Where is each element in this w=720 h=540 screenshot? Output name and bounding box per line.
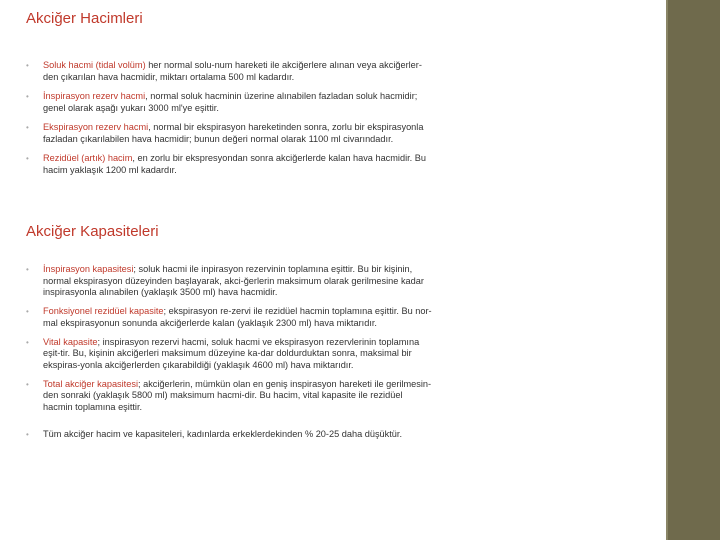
term-description: , normal soluk hacminin üzerine alınabilen fazladan soluk hacmidir; genel olarak aşağı yukarı 3000 ml'ye eşittir. [43,91,418,113]
term-label: Vital kapasite [43,336,98,347]
term-label: Ekspirasyon rezerv hacmi [43,122,149,132]
list-item [26,122,434,145]
term-label: İnspirasyon kapasitesi [43,264,134,274]
term-label: Rezidüel (artık) hacim [43,153,133,163]
list-item [26,337,434,372]
list-item [26,60,434,83]
term-description: Tüm akciğer hacim ve kapasiteleri, kadınlarda erkeklerdekinden % 20-25 daha düşüktür. [43,429,403,439]
term-label: Soluk hacmi (tidal volüm) [43,60,146,70]
term-label: İnspirasyon rezerv hacmi [43,91,146,101]
list-item [26,264,434,299]
lung-volumes-list [26,60,434,184]
list-item [26,429,434,441]
list-item [26,306,434,329]
term-description: , en zorlu bir ekspresyondan sonra akciğerlerde kalan hava hacmidir. Bu hacim yaklaşık 1200 ml kadardır. [43,153,427,175]
section-title-lung-capacities: Akciğer Kapasiteleri [26,223,159,240]
section-title-lung-volumes: Akciğer Hacimleri [26,10,143,27]
term-description: , normal bir ekspirasyon hareketinden sonra, zorlu bir ekspirasyonla fazladan çıkarılabilen hava hacmidir; bunun değeri normal olarak 1100 ml civarındadır. [43,122,424,144]
list-item [26,91,434,114]
term-description: ; inspirasyon rezervi hacmi, soluk hacmi ve ekspirasyon rezervlerinin toplamına eşit-tir. Bu, kişinin akciğerleri maksimum düzeyine ka-dar doldurduktan sonra, maksimal bir ekspiras-yonla akciğerlerden çıkarabildiği (yaklaşık 4600 ml) hava miktarıdır. [43,336,420,370]
lung-capacities-list [26,264,434,448]
term-label: Total akciğer kapasitesi [43,378,138,389]
decorative-sidebar [666,0,720,540]
sidebar-stripe [666,0,668,540]
term-label: Fonksiyonel rezidüel kapasite [43,306,164,316]
term-description: her normal solu-num hareketi ile akciğerlere alınan veya akciğerler-den çıkarılan hava hacmidir, miktarı ortalama 500 ml kadardır. [43,60,422,82]
term-description: ; akciğerlerin, mümkün olan en geniş inspirasyon hareketi ile gerilmesin-den sonraki (yaklaşık 5800 ml) maksimum hacmi-dir. Bu hacim, vital kapasite ile rezidüel hacmin toplamına eşittir. [43,378,432,412]
list-item [26,153,434,176]
list-item [26,379,434,414]
term-description: ; ekspirasyon re-zervi ile rezidüel hacmin toplamına eşittir. Bu nor-mal ekspirasyonun sonunda akciğerlerde kalan (yaklaşık 2300 ml) hava miktarıdır. [43,306,432,328]
term-description: ; soluk hacmi ile inpirasyon rezervinin toplamına eşittir. Bu bir kişinin, normal ekspirasyon düzeyinden başlayarak, akci-ğerlerin maksimum olarak gerilmesine kadar inspirasyonla alınabilen (yaklaşık 3500 ml) hava hacmidir. [43,264,424,297]
